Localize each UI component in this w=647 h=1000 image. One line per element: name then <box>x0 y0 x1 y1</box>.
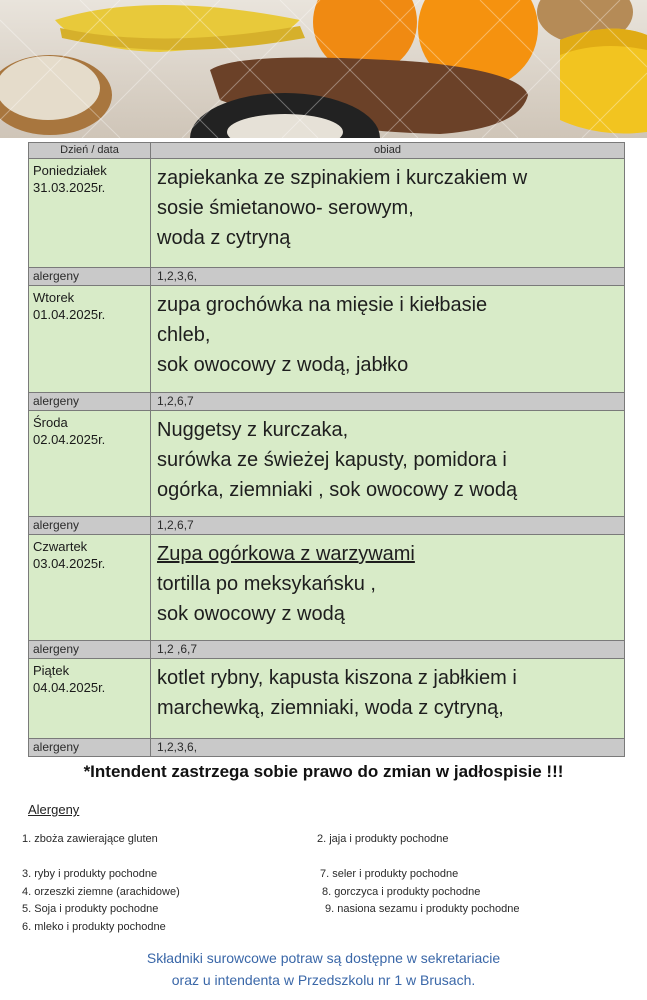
day-cell <box>29 286 151 393</box>
meal-line: zapiekanka ze szpinakiem i kurczakiem w <box>157 167 528 189</box>
allergens-value: 1,2 ,6,7 <box>151 641 625 659</box>
day-name: Poniedziałek <box>33 163 107 178</box>
meal-line: sok owocowy z wodą <box>157 603 345 625</box>
day-row-thursday <box>29 535 625 641</box>
day-row-tuesday <box>29 286 625 393</box>
day-name: Piątek <box>33 663 70 678</box>
day-date: 01.04.2025r. <box>33 307 106 322</box>
fruit-and-grain-banner-icon <box>0 0 647 138</box>
day-row-monday <box>29 159 625 268</box>
allergens-label: alergeny <box>29 641 151 659</box>
legend-item: 7. seler i produkty pochodne <box>320 868 459 880</box>
meal-cell <box>151 159 625 268</box>
meal-cell <box>151 286 625 393</box>
day-cell <box>29 411 151 517</box>
allergens-value: 1,2,6,7 <box>151 517 625 535</box>
allergens-row <box>29 517 625 535</box>
footer-line: oraz u intendenta w Przedszkolu nr 1 w Brusach. <box>171 972 476 988</box>
legend-item: 5. Soja i produkty pochodne <box>22 903 159 915</box>
allergens-label: alergeny <box>29 393 151 411</box>
meal-line: sosie śmietanowo- serowym, <box>157 197 414 219</box>
meal-line: marchewką, ziemniaki, woda z cytryną, <box>157 697 504 719</box>
allergens-label: alergeny <box>29 739 151 757</box>
day-row-friday <box>29 659 625 739</box>
meal-cell <box>151 659 625 739</box>
day-date: 03.04.2025r. <box>33 556 106 571</box>
legend-spacer <box>22 849 180 867</box>
legend-item: 2. jaja i produkty pochodne <box>317 833 449 845</box>
food-banner-image <box>0 0 647 138</box>
day-cell <box>29 159 151 268</box>
weekly-menu-table <box>28 142 625 757</box>
meal-line: ogórka, ziemniaki , sok owocowy z wodą <box>157 479 518 501</box>
day-row-wednesday <box>29 411 625 517</box>
allergens-label: alergeny <box>29 268 151 286</box>
legend-spacer <box>317 849 519 867</box>
allergens-row <box>29 641 625 659</box>
legend-item: 6. mleko i produkty pochodne <box>22 920 166 933</box>
legend-item: 9. nasiona sezamu i produkty pochodne <box>325 903 520 915</box>
legend-item: 1. zboża zawierające gluten <box>22 833 158 845</box>
meal-line: Zupa ogórkowa z warzywami <box>157 543 415 565</box>
meal-cell <box>151 535 625 641</box>
meal-line: zupa grochówka na mięsie i kiełbasie <box>157 294 488 316</box>
allergens-row <box>29 393 625 411</box>
legend-item: 8. gorczyca i produkty pochodne <box>322 885 481 898</box>
meal-line: chleb, <box>157 324 211 346</box>
meal-line: sok owocowy z wodą, jabłko <box>157 354 409 376</box>
allergens-value: 1,2,3,6, <box>151 268 625 286</box>
allergens-row <box>29 739 625 757</box>
allergens-legend-left <box>22 831 180 936</box>
meal-line: kotlet rybny, kapusta kiszona z jabłkiem i <box>157 667 517 689</box>
meal-cell <box>151 411 625 517</box>
allergens-legend-title: Alergeny <box>28 802 80 817</box>
table-header-row <box>29 143 625 159</box>
day-date: 31.03.2025r. <box>33 180 106 195</box>
meal-line: tortilla po meksykańsku , <box>157 573 376 595</box>
day-date: 02.04.2025r. <box>33 432 106 447</box>
footer-line: Składniki surowcowe potraw są dostępne w sekretariacie <box>146 950 501 966</box>
allergens-legend-right <box>317 831 519 919</box>
header-meal: obiad <box>151 143 625 159</box>
day-date: 04.04.2025r. <box>33 680 106 695</box>
allergens-row <box>29 268 625 286</box>
menu-change-notice: *Intendent zastrzega sobie prawo do zmian w jadłospisie !!! <box>83 762 564 781</box>
allergens-label: alergeny <box>29 517 151 535</box>
allergens-value: 1,2,3,6, <box>151 739 625 757</box>
footer-note <box>0 947 647 991</box>
day-name: Czwartek <box>33 539 88 554</box>
allergens-value: 1,2,6,7 <box>151 393 625 411</box>
legend-item: 4. orzeszki ziemne (arachidowe) <box>22 885 180 898</box>
meal-line: Nuggetsy z kurczaka, <box>157 419 349 441</box>
legend-item: 3. ryby i produkty pochodne <box>22 868 158 880</box>
day-name: Wtorek <box>33 290 75 305</box>
meal-line: woda z cytryną <box>157 227 291 249</box>
day-cell <box>29 535 151 641</box>
day-name: Środa <box>33 415 68 430</box>
header-day: Dzień / data <box>29 143 151 159</box>
day-cell <box>29 659 151 739</box>
meal-line: surówka ze świeżej kapusty, pomidora i <box>157 449 507 471</box>
